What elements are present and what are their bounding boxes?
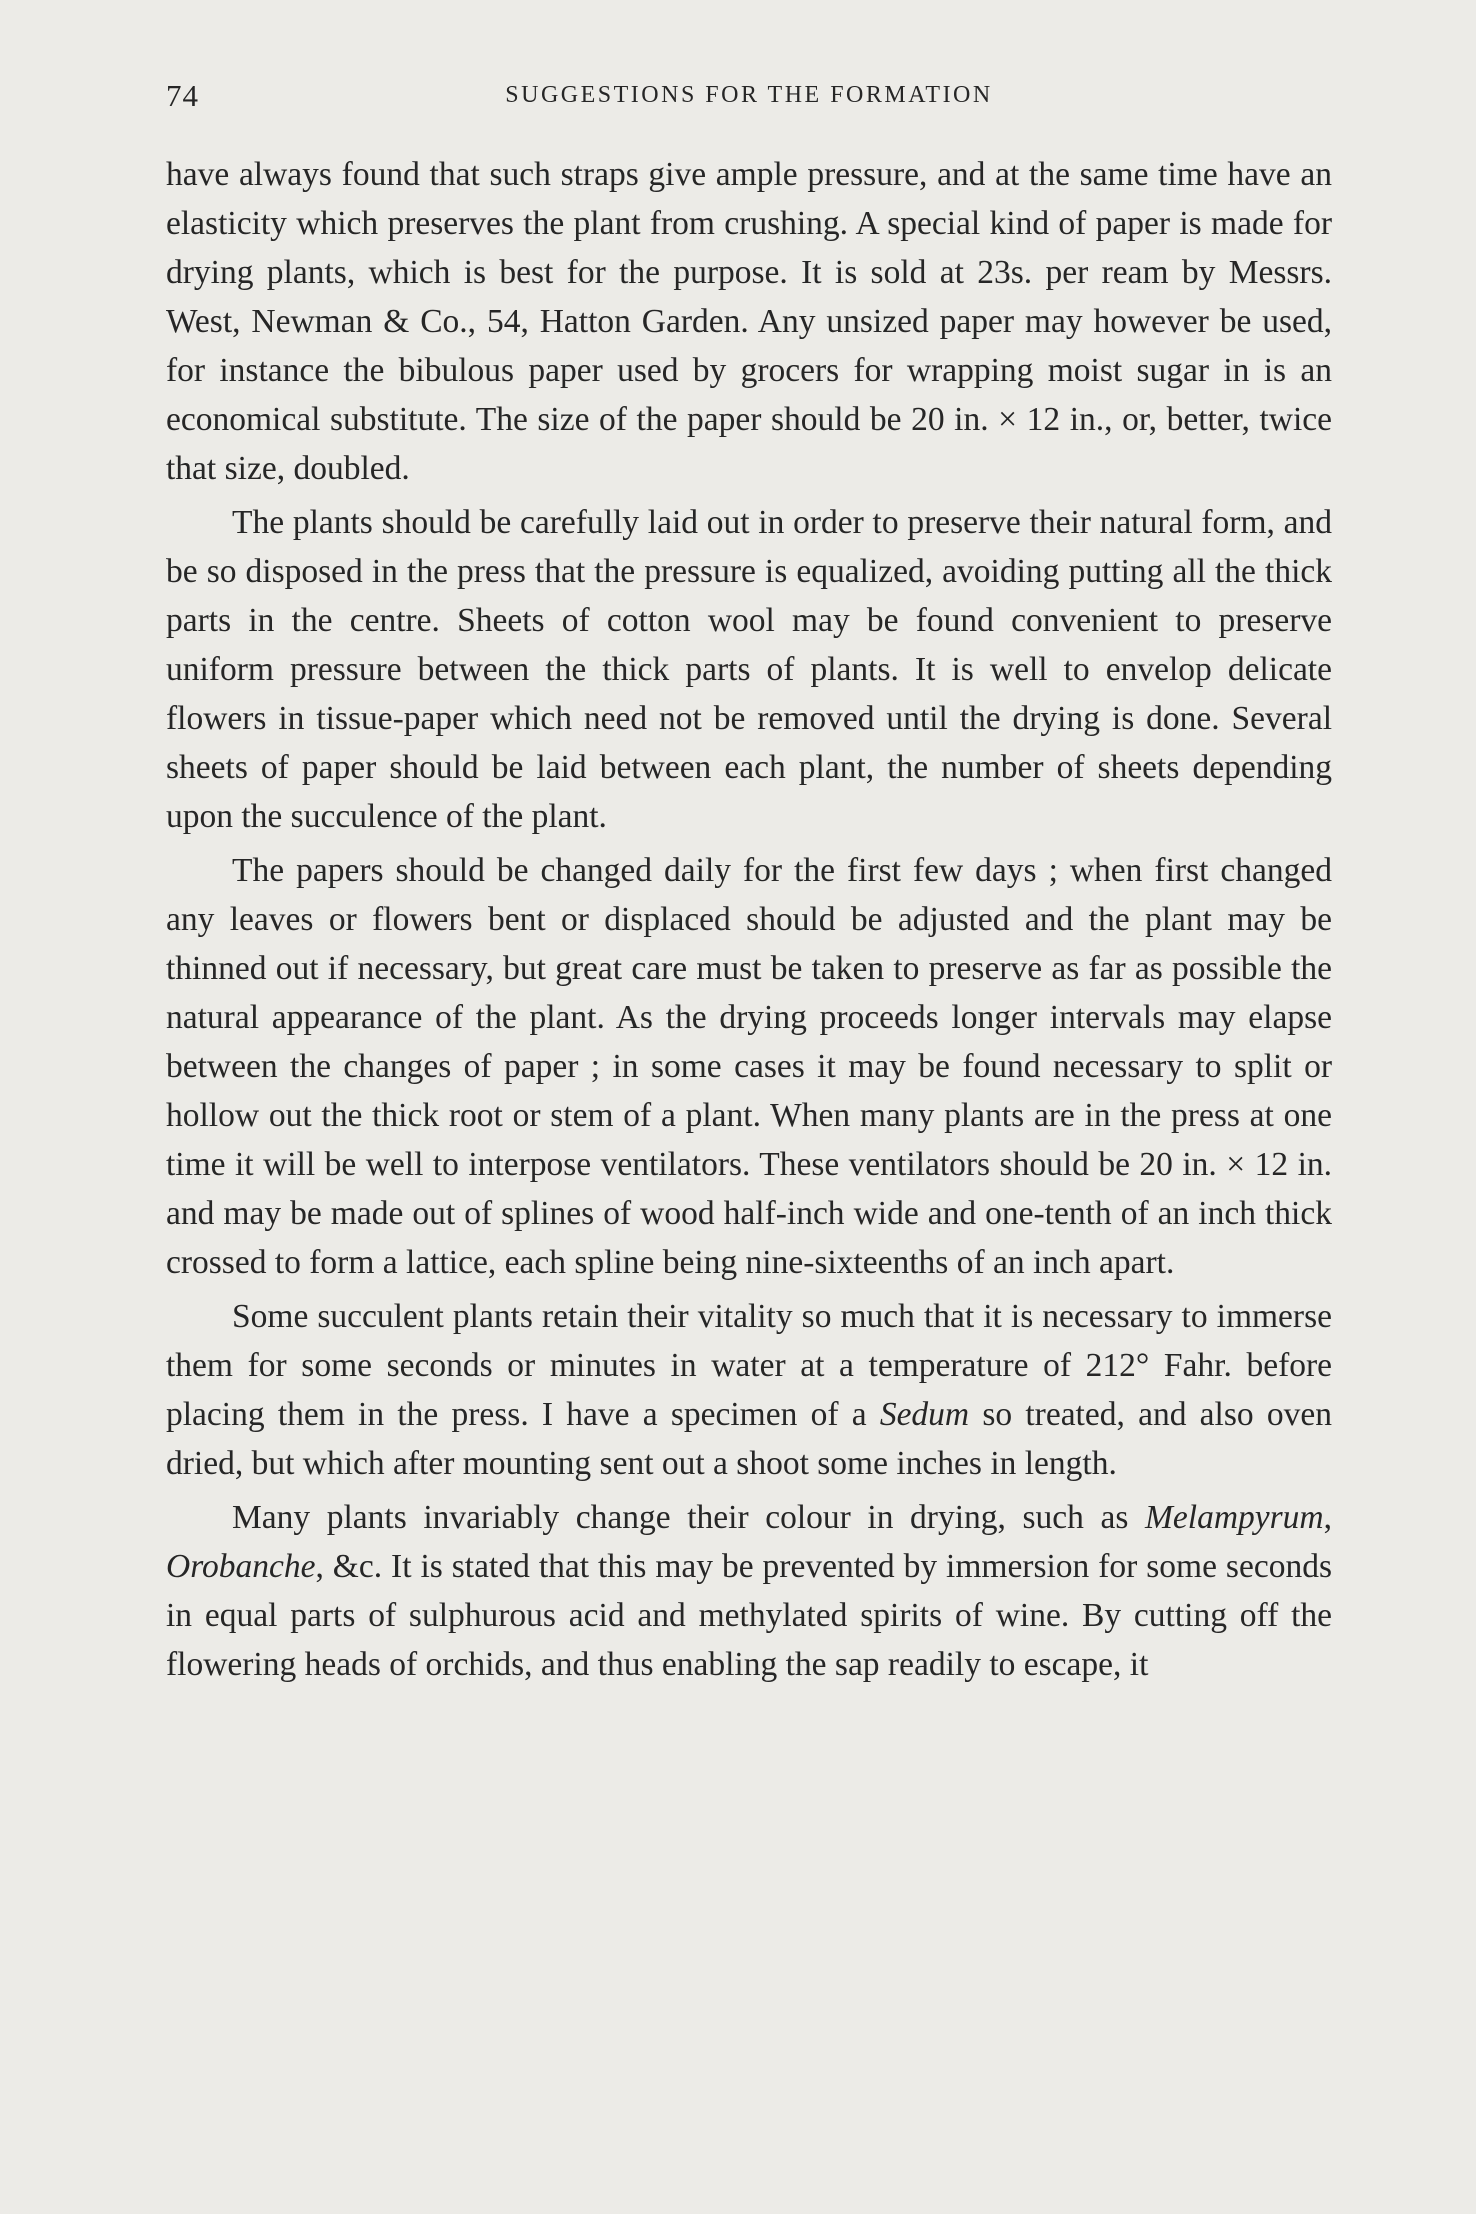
paragraph-laying-out-plants: The plants should be carefully laid out in order to preserve their natural form, and be so disposed in the press that the pressure is equalized, avoiding putting all the thick parts in the centre. Sheets of cotton wool may be found convenient to preserve uniform pressure between the thick parts of plants. It is well to envelop delicate flowers in tissue-paper which need not be removed until the drying is done. Several sheets of paper should be laid between each plant, the number of sheets depending upon the succulence of the plant. bbox=[166, 504, 1332, 835]
paragraph-changing-papers: The papers should be changed daily for the first few days ; when first changed any leaves or flowers bent or displaced should be adjusted and the plant may be thinned out if necessary, but great care must be taken to preserve as far as possible the natural appearance of the plant. As the drying proceeds longer intervals may elapse between the changes of paper ; in some cases it may be found necessary to split or hollow out the thick root or stem of a plant. When many plants are in the press at one time it will be well to interpose ventilators. These ventilators should be 20 in. × 12 in. and may be made out of splines of wood half-inch wide and one-tenth of an inch thick crossed to form a lattice, each spline being nine-sixteenths of an inch apart. bbox=[166, 852, 1332, 1281]
page-number: 74 bbox=[166, 78, 199, 113]
paragraph-colour-change: Many plants invariably change their colour in drying, such as Melampyrum, Orobanche, &c. It is stated that this may be prevented by immersion for some seconds in equal parts of sulphurous acid and methylated spirits of wine. By cutting off the flowering heads of orchids, and thus enabling the sap readily to escape, it bbox=[166, 1499, 1332, 1683]
body-text bbox=[166, 150, 1332, 1689]
italic-genus-melampyrum: Melampyrum bbox=[1145, 1499, 1324, 1536]
paragraph-succulent-plants: Some succulent plants retain their vitality so much that it is necessary to immerse them for some seconds or minutes in water at a temperature of 212° Fahr. before placing them in the press. I have a specimen of a Sedum so treated, and also oven dried, but which after mounting sent out a shoot some inches in length. bbox=[166, 1298, 1332, 1482]
page-header bbox=[166, 78, 1332, 122]
running-head: SUGGESTIONS FOR THE FORMATION bbox=[505, 82, 993, 108]
italic-genus-orobanche: Orobanche bbox=[166, 1548, 316, 1585]
italic-genus-sedum: Sedum bbox=[879, 1396, 970, 1433]
paragraph-straps-and-paper: have always found that such straps give ample pressure, and at the same time have an elasticity which preserves the plant from crushing. A special kind of paper is made for drying plants, which is best for the purpose. It is sold at 23s. per ream by Messrs. West, Newman & Co., 54, Hatton Garden. Any unsized paper may however be used, for instance the bibulous paper used by grocers for wrapping moist sugar in is an economical substitute. The size of the paper should be 20 in. × 12 in., or, better, twice that size, doubled. bbox=[166, 156, 1332, 487]
